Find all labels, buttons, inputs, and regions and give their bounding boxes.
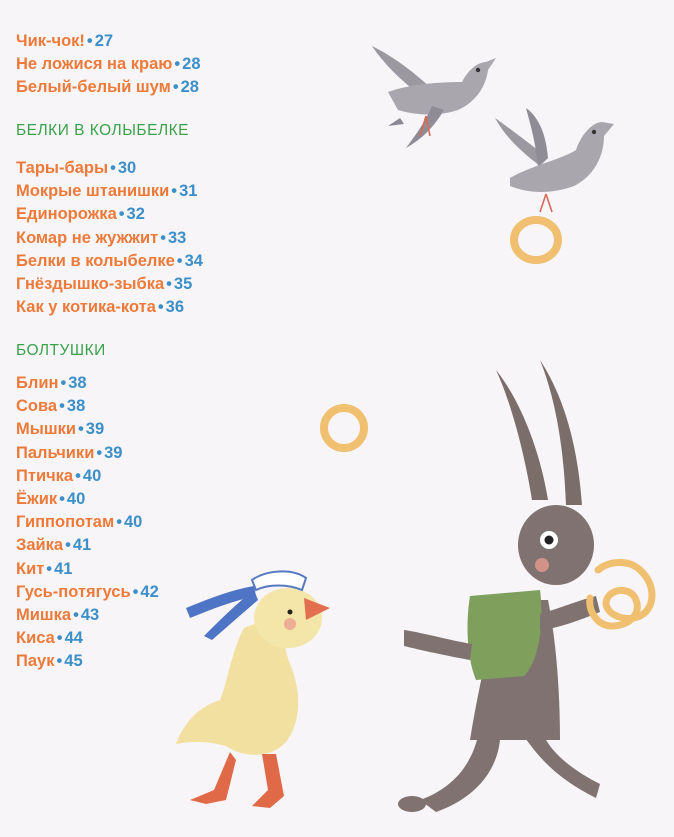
dot-separator: • (56, 652, 63, 671)
dot-separator: • (96, 443, 103, 462)
entry-title: Мышки (16, 420, 76, 439)
entry-title: Мишка (16, 606, 72, 625)
entry-title: Кит (16, 559, 45, 578)
entry-page: 40 (66, 490, 86, 509)
entry-page: 39 (85, 420, 105, 439)
entry-page: 28 (182, 55, 201, 74)
entry-title: Гнёздышко-зыбка (16, 275, 165, 294)
dot-separator: • (166, 275, 172, 294)
entry-title: Паук (16, 652, 55, 671)
entry-page: 36 (165, 298, 185, 317)
entry-page: 32 (126, 205, 145, 224)
dot-separator: • (65, 536, 71, 555)
dot-separator: • (56, 629, 63, 648)
entry-page: 30 (117, 159, 137, 177)
dot-separator: • (110, 159, 116, 177)
rabbit-icon (398, 360, 600, 812)
entry-page: 33 (167, 228, 187, 247)
dot-separator: • (75, 466, 81, 485)
entry-page: 34 (184, 251, 203, 270)
dot-separator: • (160, 228, 166, 247)
entry-page: 28 (180, 78, 199, 97)
bird-icon (372, 46, 496, 148)
entry-title: Не ложися на краю (16, 55, 173, 74)
entry-title: Тары-бары (16, 159, 109, 177)
entry-title: Единорожка (16, 205, 117, 224)
dot-separator: • (86, 32, 93, 50)
section-heading: БОЛТУШКИ (16, 342, 106, 359)
dot-separator: • (73, 606, 79, 625)
pretzel-icon (590, 563, 652, 627)
entry-title: Сова (16, 397, 58, 416)
entry-title: Белый-белый шум (16, 78, 171, 97)
entry-page: 39 (104, 443, 123, 462)
dot-separator: • (171, 182, 178, 201)
entry-page: 42 (140, 582, 159, 601)
entry-page: 45 (64, 652, 83, 671)
entry-title: Блин (16, 374, 59, 392)
entry-page: 31 (179, 182, 198, 201)
entry-page: 35 (173, 275, 193, 294)
dot-separator: • (157, 298, 164, 317)
entry-page: 44 (64, 629, 83, 648)
entry-title: Комар не жужжит (16, 228, 159, 247)
entry-title: Зайка (16, 536, 64, 555)
entry-page: 38 (68, 374, 87, 392)
entry-page: 38 (66, 397, 86, 416)
dot-separator: • (116, 513, 122, 532)
bagel-icon (514, 220, 558, 260)
entry-title: Киса (16, 629, 55, 648)
entry-page: 41 (54, 559, 73, 578)
bird-icon (495, 108, 614, 212)
dot-separator: • (78, 420, 84, 439)
dot-separator: • (59, 490, 65, 509)
dot-separator: • (174, 55, 181, 74)
duckling-icon (176, 571, 330, 808)
dot-separator: • (46, 559, 53, 578)
entry-title: Мокрые штанишки (16, 182, 170, 201)
dot-separator: • (118, 205, 125, 224)
dot-separator: • (60, 374, 67, 392)
entry-page: 41 (72, 536, 92, 555)
dot-separator: • (172, 78, 179, 97)
entry-title: Пальчики (16, 443, 95, 462)
entry-title: Птичка (16, 466, 74, 485)
entry-title: Чик-чок! (16, 32, 85, 50)
bagel-icon (324, 408, 364, 448)
entry-page: 40 (123, 513, 143, 532)
section-heading: БЕЛКИ В КОЛЫБЕЛКЕ (16, 122, 189, 139)
dot-separator: • (59, 397, 65, 416)
entry-title: Гиппопотам (16, 513, 115, 532)
entry-page: 27 (94, 32, 114, 50)
entry-title: Белки в колыбелке (16, 251, 175, 270)
dot-separator: • (176, 251, 183, 270)
entry-page: 40 (82, 466, 102, 485)
entry-page: 43 (80, 606, 100, 625)
dot-separator: • (132, 582, 139, 601)
entry-title: Как у котика-кота (16, 298, 156, 317)
entry-title: Ёжик (16, 490, 58, 509)
entry-title: Гусь-потягусь (16, 582, 131, 601)
